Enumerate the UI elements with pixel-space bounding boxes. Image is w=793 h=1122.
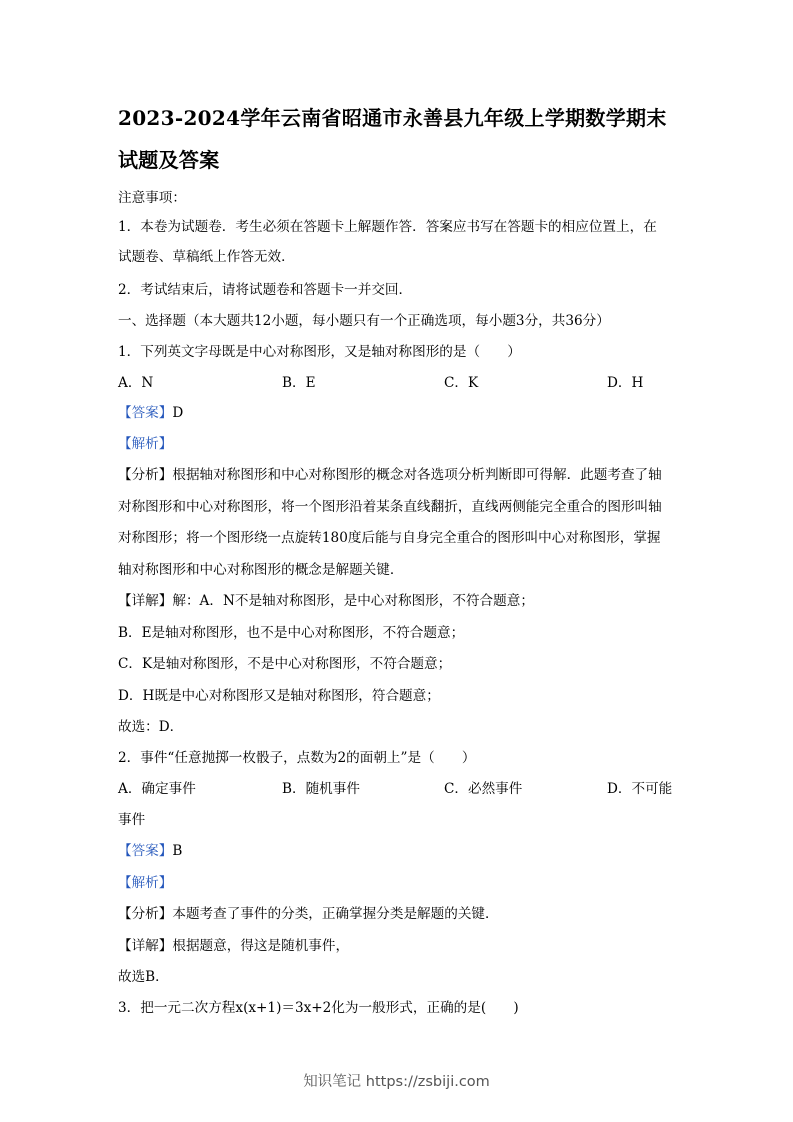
q1-fenxi-line1 <box>118 466 662 484</box>
q1-xiangjie-line3: C．K是轴对称图形，不是中心对称图形，不符合题意； <box>118 656 452 672</box>
q2-xiangjie <box>118 937 349 955</box>
notice-heading: 注意事项： <box>118 190 186 206</box>
section-heading: 一、选择题（本大题共12小题，每小题只有一个正确选项，每小题3分，共36分） <box>118 313 610 329</box>
q1-option-b: B．E <box>282 375 316 391</box>
q1-option-c: C．K <box>444 375 479 391</box>
q1-conclusion: 故选：D． <box>118 719 184 735</box>
analysis-tag: 【解析】 <box>118 436 173 452</box>
q1-fenxi-text1: 根据轴对称图形和中心对称图形的概念对各选项分析判断即可得解．此题考查了轴 <box>172 467 662 483</box>
q2-option-c: C．必然事件 <box>444 781 523 797</box>
q1-option-a: A．N <box>118 375 154 391</box>
q2-option-d: D．不可能 <box>607 781 673 797</box>
answer-tag: 【答案】 <box>118 843 173 859</box>
q2-answer-value: B <box>172 843 183 859</box>
fenxi-tag: 【分析】 <box>118 467 173 483</box>
document-title-line1: 2023-2024学年云南省昭通市永善县九年级上学期数学期末 <box>118 106 667 130</box>
question-1-stem: 1．下列英文字母既是中心对称图形，又是轴对称图形的是（ ） <box>118 344 521 360</box>
q1-xiangjie-line4: D．H既是中心对称图形又是轴对称图形，符合题意； <box>118 688 440 704</box>
q1-fenxi-line2: 对称图形和中心对称图形，将一个图形沿着某条直线翻折，直线两侧能完全重合的图形叫轴 <box>118 499 662 515</box>
notice-item1-line1: 1．本卷为试题卷．考生必须在答题卡上解题作答．答案应书写在答题卡的相应位置上，在 <box>118 219 657 235</box>
q2-fenxi <box>118 905 499 923</box>
q1-xiangjie-text1: 解：A．N不是轴对称图形，是中心对称图形，不符合题意； <box>172 593 534 609</box>
q1-fenxi-line3: 对称图形；将一个图形绕一点旋转180度后能与自身完全重合的图形叫中心对称图形，掌握 <box>118 530 661 546</box>
analysis-tag: 【解析】 <box>118 875 173 891</box>
q2-conclusion: 故选B． <box>118 969 169 985</box>
q2-option-b: B．随机事件 <box>282 781 360 797</box>
q2-analysis-heading <box>118 874 172 892</box>
question-2-stem: 2．事件“任意抛掷一枚骰子，点数为2的面朝上”是（ ） <box>118 750 476 766</box>
document-title-line2: 试题及答案 <box>118 148 220 172</box>
question-3-stem: 3．把一元二次方程x(x+1)＝3x+2化为一般形式，正确的是( ) <box>118 1000 519 1016</box>
q2-xiangjie-text: 根据题意，得这是随机事件， <box>172 938 350 954</box>
fenxi-tag: 【分析】 <box>118 906 173 922</box>
q2-fenxi-text: 本题考查了事件的分类，正确掌握分类是解题的关键． <box>172 906 499 922</box>
answer-tag: 【答案】 <box>118 405 173 421</box>
q1-option-d: D．H <box>607 375 644 391</box>
q2-option-a: A．确定事件 <box>118 781 196 797</box>
xiangjie-tag: 【详解】 <box>118 593 173 609</box>
q1-fenxi-line4: 轴对称图形和中心对称图形的概念是解题关键． <box>118 562 404 578</box>
xiangjie-tag: 【详解】 <box>118 938 173 954</box>
notice-item2: 2．考试结束后，请将试题卷和答题卡一并交回． <box>118 282 413 298</box>
q1-xiangjie-line2: B．E是轴对称图形，也不是中心对称图形，不符合题意； <box>118 625 465 641</box>
q1-xiangjie-line1 <box>118 592 534 610</box>
q2-option-d-wrap: 事件 <box>118 812 146 828</box>
q2-answer <box>118 842 182 860</box>
q1-answer <box>118 404 183 422</box>
q1-analysis-heading <box>118 435 172 453</box>
footer-watermark: 知识笔记 https://zsbiji.com <box>303 1074 490 1090</box>
q1-answer-value: D <box>172 405 184 421</box>
notice-item1-line2: 试题卷、草稿纸上作答无效． <box>118 249 295 265</box>
